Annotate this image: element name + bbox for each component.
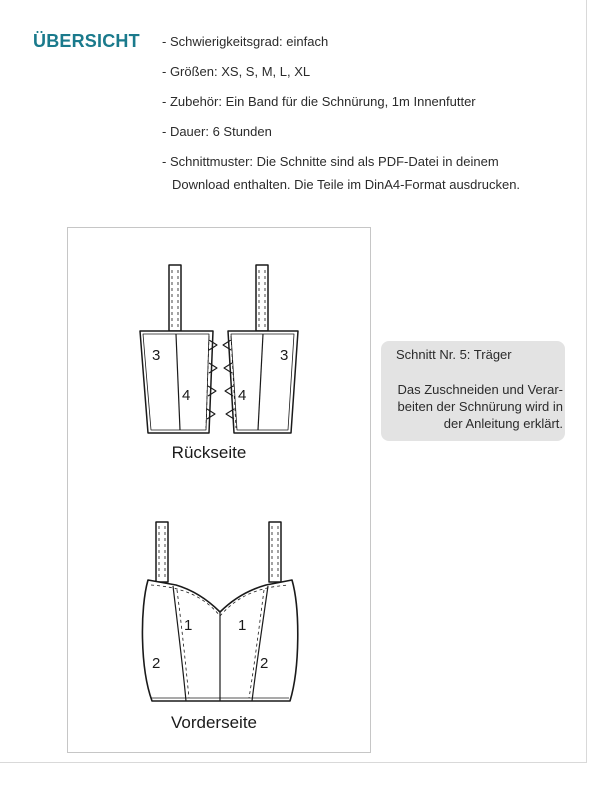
callout-body-line: Das Zuschneiden und Verar- — [397, 382, 563, 397]
callout-title: Schnitt Nr. 5: Träger — [396, 347, 512, 362]
piece-number-1: 1 — [184, 617, 193, 634]
info-callout — [381, 341, 565, 441]
callout-body-line: der Anleitung erklärt. — [443, 416, 563, 431]
pattern-item-continuation: Download enthalten. Die Teile im DinA4-Format ausdrucken. — [172, 177, 521, 192]
back-right-strap — [256, 265, 268, 331]
piece-number-4: 4 — [238, 387, 247, 404]
back-view-label: Rückseite — [171, 443, 247, 462]
difficulty-item: - Schwierigkeitsgrad: einfach — [162, 34, 329, 49]
pattern-item: - Schnittmuster: Die Schnitte sind als PDF-Datei in deinem — [162, 154, 499, 169]
front-view-label: Vorderseite — [171, 713, 257, 732]
piece-number-3: 3 — [280, 347, 289, 364]
sizes-item: - Größen: XS, S, M, L, XL — [162, 64, 311, 79]
front-right-strap — [269, 522, 281, 582]
callout-body — [387, 381, 563, 432]
accessories-item: - Zubehör: Ein Band für die Schnürung, 1m Innenfutter — [162, 94, 476, 109]
back-left-piece — [140, 265, 213, 433]
piece-number-2: 2 — [152, 655, 161, 672]
front-piece — [142, 522, 297, 701]
callout-body-line: beiten der Schnürung wird in — [397, 399, 563, 414]
piece-number-4: 4 — [182, 387, 191, 404]
page-heading: ÜBERSICHT — [33, 31, 140, 51]
sewing-diagram-panel — [67, 227, 371, 753]
back-left-strap — [169, 265, 181, 331]
overview-list — [162, 34, 520, 207]
piece-number-2: 2 — [260, 655, 269, 672]
front-left-strap — [156, 522, 168, 582]
piece-number-1: 1 — [238, 617, 247, 634]
piece-number-3: 3 — [152, 347, 161, 364]
duration-item: - Dauer: 6 Stunden — [162, 124, 272, 139]
sewing-diagram — [68, 228, 370, 752]
